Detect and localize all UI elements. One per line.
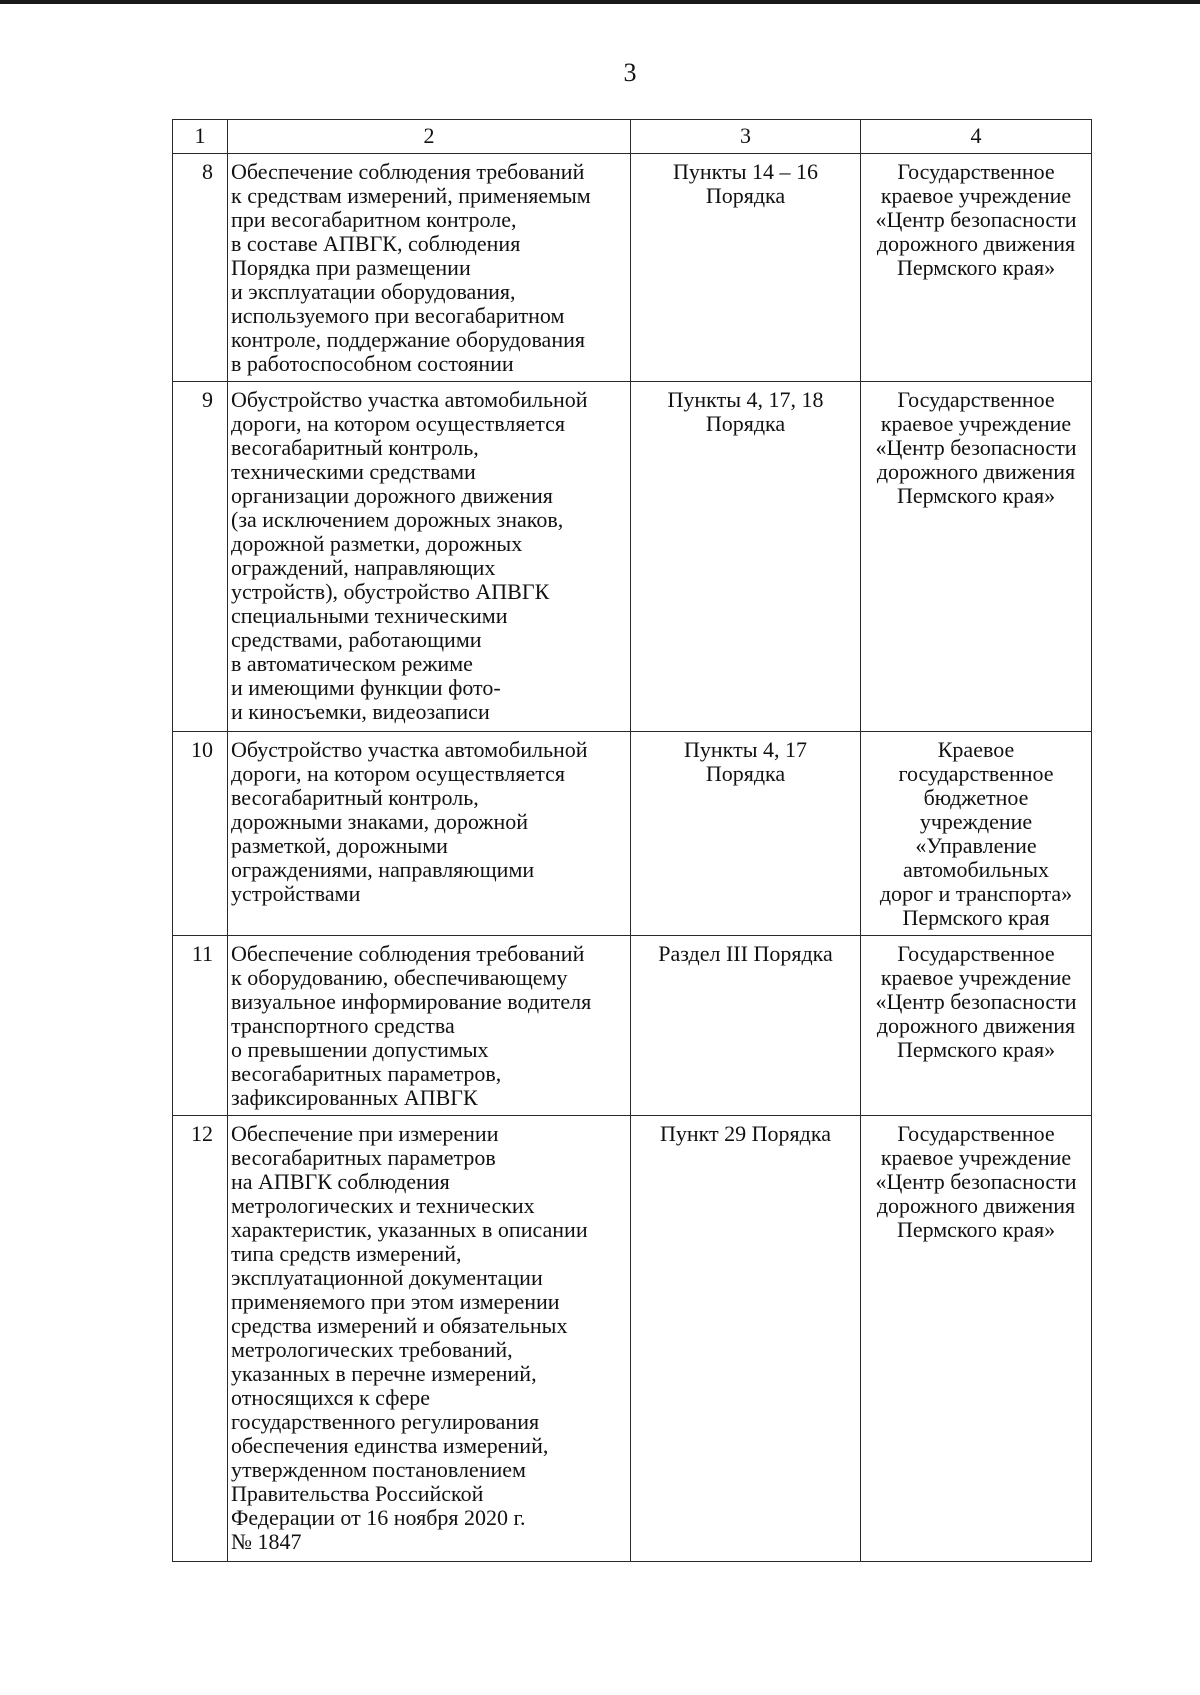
- row-reference: Пункты 14 – 16 Порядка: [631, 154, 861, 382]
- row-description: Обустройство участка автомобильной дороги, на котором осуществляется весогабаритный контроль, дорожными знаками, дорожной разметкой, дорожными ограждениями, направляющими устройствами: [228, 732, 631, 936]
- row-number: 11: [173, 936, 228, 1116]
- row-description: Обеспечение соблюдения требований к средствам измерений, применяемым при весогабаритном контроле, в составе АПВГК, соблюдения Порядка при размещении и эксплуатации оборудования, используемого при весогабаритном контроле, поддержание оборудования в работоспособном состоянии: [228, 154, 631, 382]
- table-row: [173, 1116, 1092, 1562]
- row-description: Обеспечение при измерении весогабаритных параметров на АПВГК соблюдения метрологических и технических характеристик, указанных в описании типа средств измерений, эксплуатационной документации применяемого при этом измерении средства измерений и обязательных метрологических требований, указанных в перечне измерений, относящихся к сфере государственного регулирования обеспечения единства измерений, утвержденном постановлением Правительства Российской Федерации от 16 ноября 2020 г. № 1847: [228, 1116, 631, 1562]
- table-row: [173, 382, 1092, 732]
- row-number: 12: [173, 1116, 228, 1562]
- page-number: 3: [623, 58, 637, 87]
- row-number: 10: [173, 732, 228, 936]
- table-row: [173, 154, 1092, 382]
- row-description: Обеспечение соблюдения требований к оборудованию, обеспечивающему визуальное информирование водителя транспортного средства о превышении допустимых весогабаритных параметров, зафиксированных АПВГК: [228, 936, 631, 1116]
- table-header-row: [173, 120, 1092, 154]
- row-reference: Раздел III Порядка: [631, 936, 861, 1116]
- row-number: 9: [173, 382, 228, 732]
- row-executor: Государственное краевое учреждение «Центр безопасности дорожного движения Пермского края»: [861, 936, 1092, 1116]
- row-reference: Пункты 4, 17 Порядка: [631, 732, 861, 936]
- row-reference: Пункт 29 Порядка: [631, 1116, 861, 1562]
- table-row: [173, 936, 1092, 1116]
- table-row: [173, 732, 1092, 936]
- row-description: Обустройство участка автомобильной дороги, на котором осуществляется весогабаритный контроль, техническими средствами организации дорожного движения (за исключением дорожных знаков, дорожной разметки, дорожных ограждений, направляющих устройств), обустройство АПВГК специальными техническими средствами, работающими в автоматическом режиме и имеющими функции фото- и киносъемки, видеозаписи: [228, 382, 631, 732]
- column-header-2: 2: [228, 120, 631, 154]
- row-executor: Государственное краевое учреждение «Центр безопасности дорожного движения Пермского края»: [861, 382, 1092, 732]
- row-executor: Краевое государственное бюджетное учреждение «Управление автомобильных дорог и транспорта» Пермского края: [861, 732, 1092, 936]
- column-header-4: 4: [861, 120, 1092, 154]
- scan-top-edge: [0, 0, 1200, 4]
- row-reference: Пункты 4, 17, 18 Порядка: [631, 382, 861, 732]
- document-table: [172, 119, 1092, 1562]
- column-header-3: 3: [631, 120, 861, 154]
- row-number: 8: [173, 154, 228, 382]
- column-header-1: 1: [173, 120, 228, 154]
- row-executor: Государственное краевое учреждение «Центр безопасности дорожного движения Пермского края»: [861, 1116, 1092, 1562]
- row-executor: Государственное краевое учреждение «Центр безопасности дорожного движения Пермского края»: [861, 154, 1092, 382]
